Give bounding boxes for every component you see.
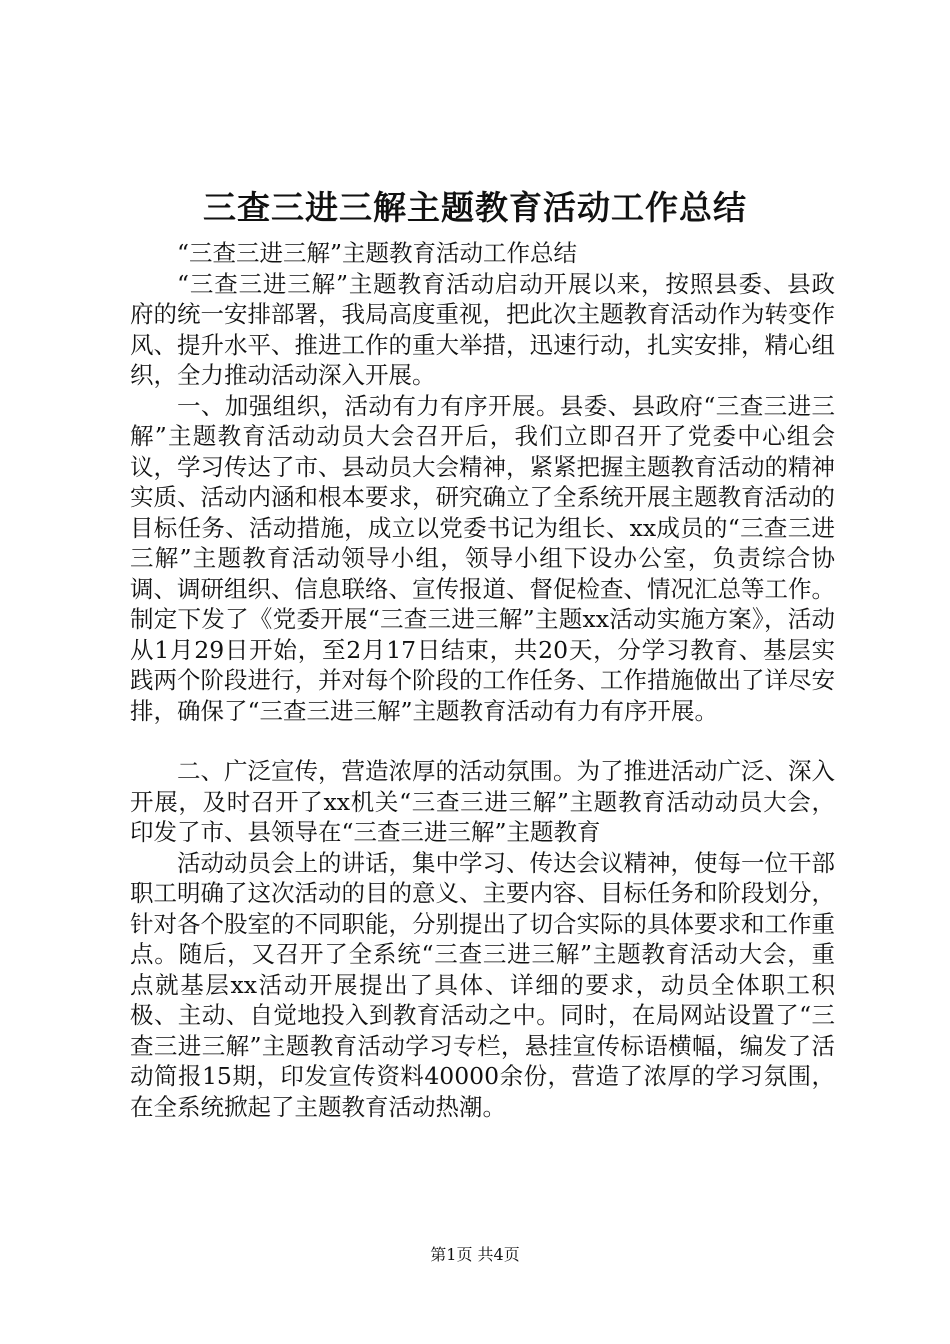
paragraph-section-one: 一、加强组织，活动有力有序开展。县委、县政府“三查三进三解”主题教育活动动员大会召开后，我们立即召开了党委中心组会议，学习传达了市、县动员大会精神，紧紧把握主题教育活动的精神实质、活动内涵和根本要求，研究确立了全系统开展主题教育活动的目标任务、活动措施，成立以党委书记为组长、xx成员的“三查三进三解”主题教育活动领导小组，领导小组下设办公室，负责综合协调、调研组织、信息联络、宣传报道、督促检查、情况汇总等工作。制定下发了《党委开展“三查三进三解”主题xx活动实施方案》，活动从1月29日开始，至2月17日结束，共20天，分学习教育、基层实践两个阶段进行，并对每个阶段的工作任务、工作措施做出了详尽安排，确保了“三查三进三解”主题教育活动有力有序开展。 [130, 391, 835, 725]
paragraph-intro: “三查三进三解”主题教育活动启动开展以来，按照县委、县政府的统一安排部署，我局高度重视，把此次主题教育活动作为转变作风、提升水平、推进工作的重大举措，迅速行动，扎实安排，精心组织，全力推动活动深入开展。 [130, 269, 835, 389]
page-number: 第1页 共4页 [430, 1245, 520, 1264]
document-body [130, 238, 835, 1122]
paragraph-subtitle: “三查三进三解”主题教育活动工作总结 [177, 239, 578, 267]
paragraph-section-two-continued: 活动动员会上的讲话，集中学习、传达会议精神，使每一位干部职工明确了这次活动的目的意义、主要内容、目标任务和阶段划分，针对各个股室的不同职能，分别提出了切合实际的具体要求和工作重点。随后，又召开了全系统“三查三进三解”主题教育活动大会，重点就基层xx活动开展提出了具体、详细的要求，动员全体职工积极、主动、自觉地投入到教育活动之中。同时，在局网站设置了“三查三进三解”主题教育活动学习专栏，悬挂宣传标语横幅，编发了活动简报15期，印发宣传资料40000余份，营造了浓厚的学习氛围，在全系统掀起了主题教育活动热潮。 [130, 848, 835, 1121]
paragraph-spacer [130, 726, 835, 756]
document-title: 三查三进三解主题教育活动工作总结 [203, 188, 747, 227]
paragraph-section-two: 二、广泛宣传，营造浓厚的活动氛围。为了推进活动广泛、深入开展，及时召开了xx机关“三查三进三解”主题教育活动动员大会，印发了市、县领导在“三查三进三解”主题教育 [130, 757, 835, 846]
